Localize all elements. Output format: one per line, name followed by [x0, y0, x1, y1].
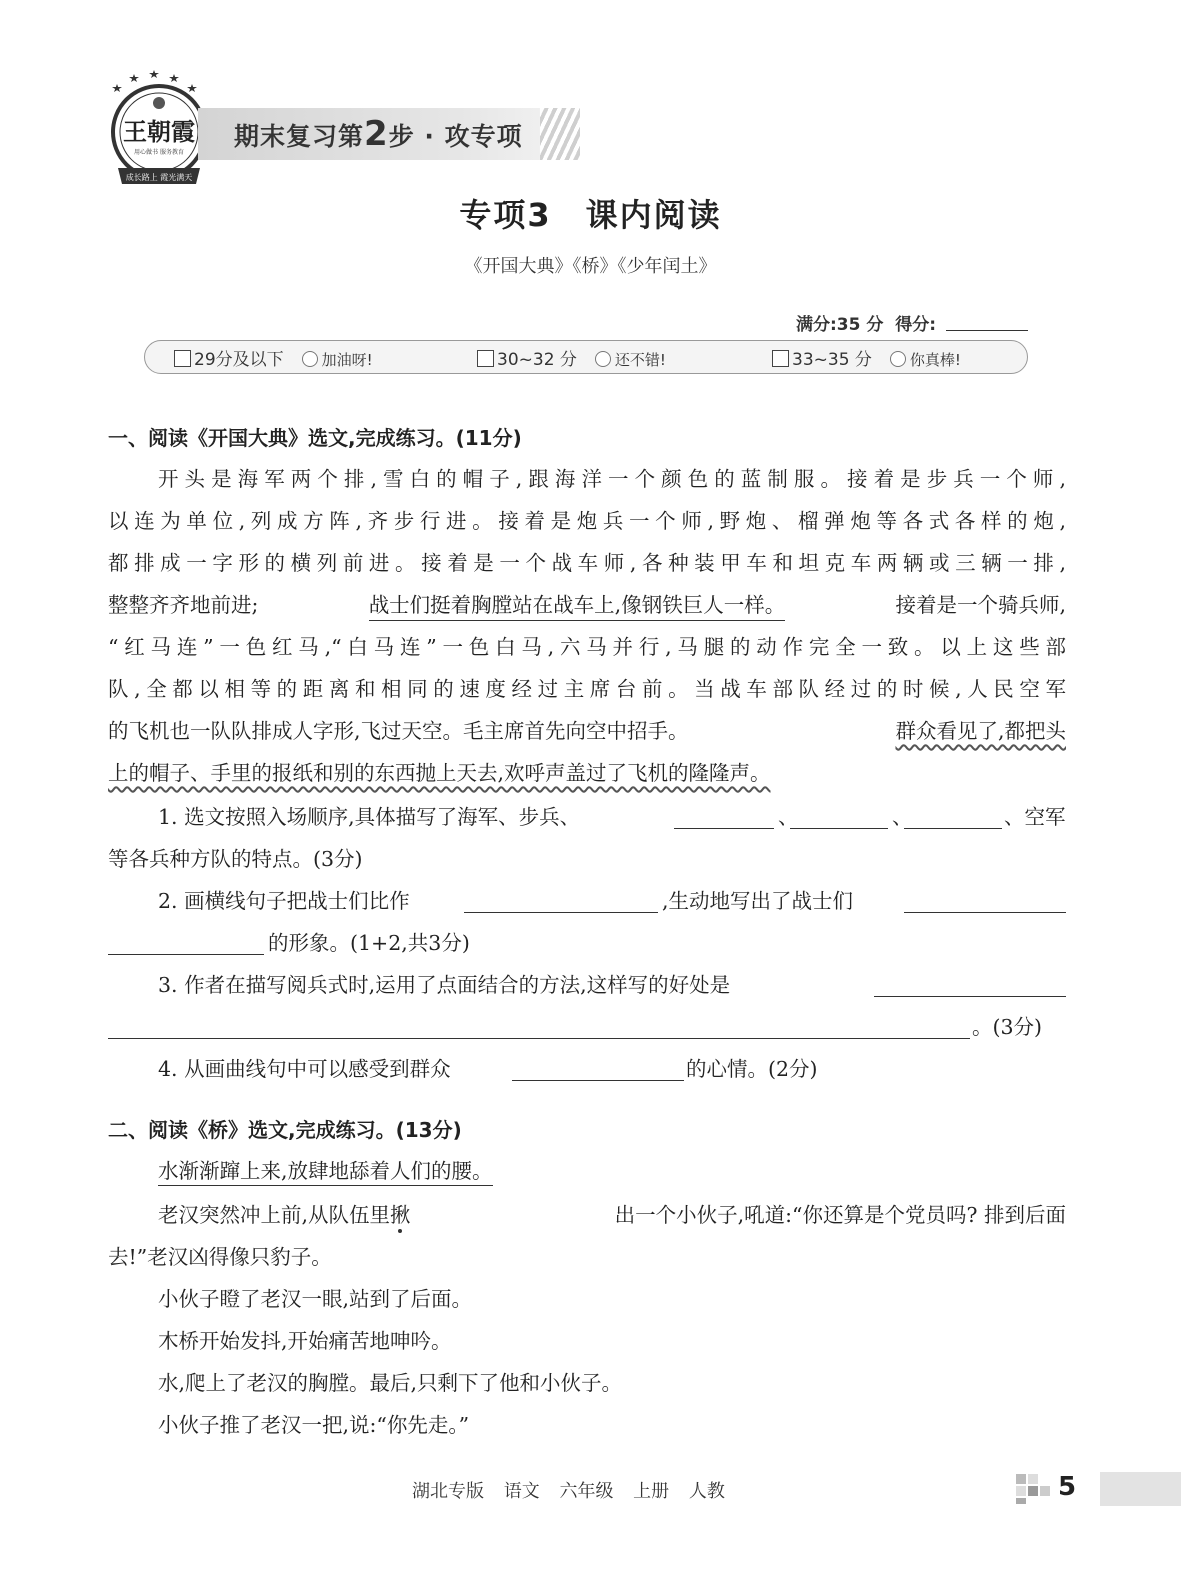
passage-line: 小伙子推了老汉一把,说:“你先走。”	[158, 1413, 470, 1437]
answer-blank[interactable]	[790, 828, 888, 829]
passage-line: “红马连”一色红马,“白马连”一色白马,六马并行,马腿的动作完全一致。以上这些部	[108, 635, 1066, 659]
question-2-part-a: 2. 画横线句子把战士们比作	[158, 889, 410, 913]
checkbox-icon[interactable]	[772, 350, 789, 367]
passage-line: 水,爬上了老汉的胸膛。最后,只剩下了他和小伙子。	[158, 1371, 623, 1395]
answer-blank[interactable]	[464, 912, 658, 913]
passage-line: 去!”老汉凶得像只豹子。	[108, 1245, 332, 1269]
question-3-part-a: 3. 作者在描写阅兵式时,运用了点面结合的方法,这样写的好处是	[158, 973, 731, 997]
footer-info: 湖北专版 语文 六年级 上册 人教	[412, 1481, 725, 1502]
checkbox-icon[interactable]	[174, 350, 191, 367]
passage-line	[158, 1154, 493, 1184]
question-1-part-a: 1. 选文按照入场顺序,具体描写了海军、步兵、	[158, 805, 581, 829]
banner-text: 期末复习第2步 · 攻专项	[234, 114, 523, 154]
page-number-band	[1100, 1472, 1181, 1506]
banner-stripes	[540, 108, 580, 160]
question-1-part-c: 等各兵种方队的特点。(3分)	[108, 847, 363, 871]
smiley-icon	[595, 351, 611, 367]
wavy-underlined-sentence: 群众看见了,都把头	[895, 719, 1066, 743]
question-4-part-b: 的心情。(2分)	[686, 1057, 818, 1081]
answer-blank[interactable]	[904, 828, 1002, 829]
score-blank[interactable]	[946, 330, 1028, 331]
page-subtitle: 《开国大典》《桥》《少年闰土》	[464, 256, 717, 277]
answer-blank[interactable]	[674, 828, 774, 829]
answer-blank[interactable]	[512, 1080, 684, 1081]
page-corner-decoration	[1016, 1474, 1052, 1504]
page-number: 5	[1058, 1472, 1077, 1502]
svg-text:成长路上 霞光满天: 成长路上 霞光满天	[125, 173, 193, 182]
underlined-sentence: 水渐渐蹿上来,放肆地舔着人们的腰。	[158, 1159, 493, 1186]
smiley-icon	[890, 351, 906, 367]
question-1-part-b: 、空军	[1004, 805, 1066, 829]
rating-option-1[interactable]: 29分及以下 加油呀!	[174, 345, 373, 370]
wavy-underlined-sentence: 上的帽子、手里的报纸和别的东西抛上天去,欢呼声盖过了飞机的隆隆声。	[108, 761, 771, 785]
passage-line: 都排成一字形的横列前进。接着是一个战车师,各种装甲车和坦克车两辆或三辆一排,	[108, 551, 1066, 575]
passage-line: 整整齐齐地前进; 战士们挺着胸膛站在战车上,像钢铁巨人一样。 接着是一个骑兵师,	[108, 588, 1066, 621]
passage-line: 的飞机也一队队排成人字形,飞过天空。毛主席首先向空中招手。 群众看见了,都把头	[108, 714, 1066, 744]
svg-text:用心做书 服务教育: 用心做书 服务教育	[134, 149, 184, 156]
score-line: 满分:35 分 得分:	[796, 315, 937, 335]
answer-blank[interactable]	[108, 954, 264, 955]
svg-text:王朝霞: 王朝霞	[123, 117, 195, 146]
checkbox-icon[interactable]	[477, 350, 494, 367]
section-1-heading: 一、阅读《开国大典》选文,完成练习。(11分)	[108, 426, 522, 450]
answer-blank[interactable]	[874, 996, 1066, 997]
answer-blank[interactable]	[108, 1038, 970, 1039]
question-2-part-b: ,生动地写出了战士们	[662, 889, 854, 913]
passage-line: 小伙子瞪了老汉一眼,站到了后面。	[158, 1287, 473, 1311]
rating-option-2[interactable]: 30~32 分 还不错!	[477, 345, 666, 370]
rating-option-3[interactable]: 33~35 分 你真棒!	[772, 345, 961, 370]
dotted-character: 揪	[390, 1203, 411, 1227]
question-2-part-c: 的形象。(1+2,共3分)	[268, 931, 470, 955]
passage-line: 以连为单位,列成方阵,齐步行进。接着是炮兵一个师,野炮、榴弹炮等各式各样的炮,	[108, 509, 1066, 533]
smiley-icon	[302, 351, 318, 367]
passage-line: 队,全都以相等的距离和相同的速度经过主席台前。当战车部队经过的时候,人民空军	[108, 677, 1066, 701]
passage-line	[108, 756, 771, 786]
question-4-part-a: 4. 从画曲线句中可以感受到群众	[158, 1057, 451, 1081]
page-title: 专项3 课内阅读	[459, 196, 722, 234]
answer-blank[interactable]	[904, 912, 1066, 913]
passage-line: 开头是海军两个排,雪白的帽子,跟海洋一个颜色的蓝制服。接着是步兵一个师,	[158, 467, 1066, 491]
passage-line: 老汉突然冲上前,从队伍里揪 出一个小伙子,吼道:“你还算是个党员吗? 排到后面	[158, 1203, 1066, 1227]
passage-line: 木桥开始发抖,开始痛苦地呻吟。	[158, 1329, 452, 1353]
question-3-part-b: 。(3分)	[972, 1015, 1043, 1039]
section-2-heading: 二、阅读《桥》选文,完成练习。(13分)	[108, 1118, 462, 1142]
question-1-sep: 、	[892, 805, 913, 829]
underlined-sentence: 战士们挺着胸膛站在战车上,像钢铁巨人一样。	[369, 588, 786, 621]
question-1-sep: 、	[778, 805, 799, 829]
